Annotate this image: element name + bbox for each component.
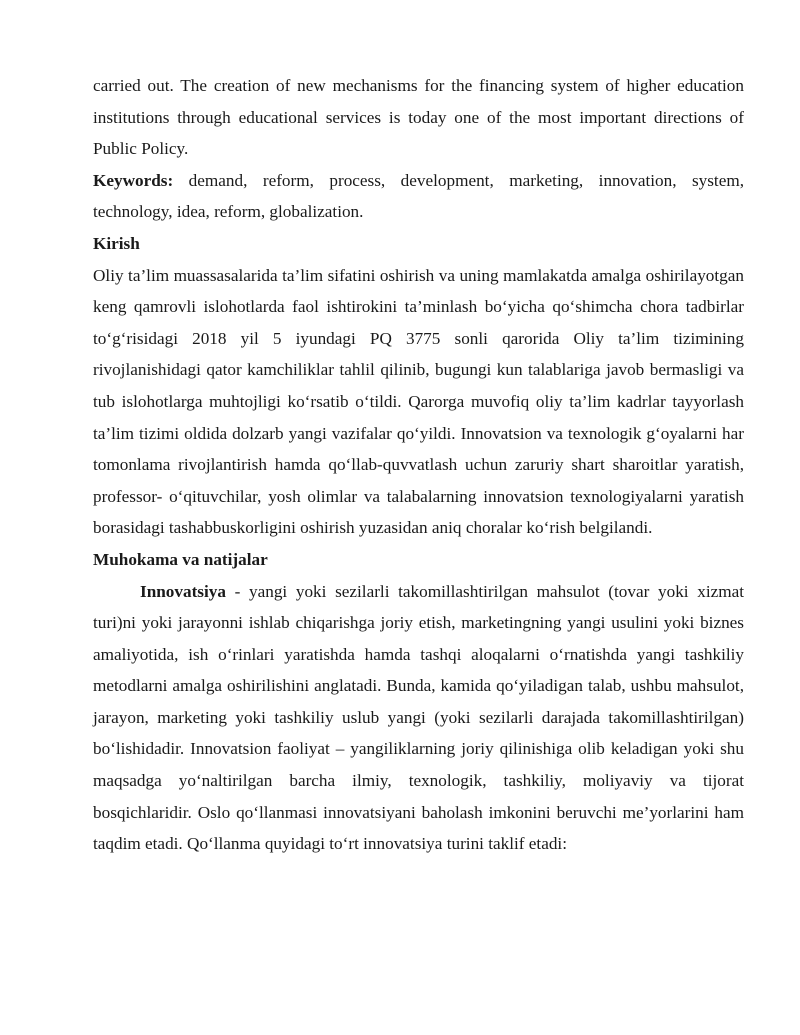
discussion-text: - yangi yoki sezilarli takomillashtirilgan mahsulot (tovar yoki xizmat turi)ni yoki jarayonni ishlab chiqarishga joriy etish, marketingning yangi usulini yoki biznes amaliyotida, ish o‘rinlari yaratishda hamda tashqi aloqalarni o‘rnatishda yangi tashkiliy metodlarni amalga oshirilishini anglatadi. Bunda, kamida qo‘yiladigan talab, ushbu mahsulot, jarayon, marketing yoki tashkiliy uslub yangi (yoki sezilarli darajada takomillashtirilgan) bo‘lishidadir. Innovatsion faoliyat – yangiliklarning joriy qilinishiga olib keladigan yoki shu maqsadga yo‘naltirilgan barcha ilmiy, texnologik, tashkiliy, moliyaviy va tijorat bosqichlaridir. Oslo qo‘llanmasi innovatsiyani baholash imkonini beruvchi me’yorlarini ham taqdim etadi. Qo‘llanma quyidagi to‘rt innovatsiya turini taklif etadi: (93, 581, 744, 854)
intro-heading: Kirish (93, 233, 140, 253)
innovation-term: Innovatsiya (140, 581, 226, 601)
keywords-label: Keywords: (93, 170, 174, 190)
intro-paragraph: Oliy ta’lim muassasalarida ta’lim sifatini oshirish va uning mamlakatda amalga oshirilayotgan keng qamrovli islohotlarda faol ishtirokini ta’minlash bo‘yicha qo‘shimcha chora tadbirlar to‘g‘risidagi 2018 yil 5 iyundagi PQ 3775 sonli qarorida Oliy ta’lim tizimining rivojlanishidagi qator kamchiliklar tahlil qilinib, bugungi kun talablariga javob bermasligi va tub islohotlarga muhtojligi ko‘rsatib o‘tildi. Qarorga muvofiq oliy ta’lim kadrlar tayyorlash ta’lim tizimi oldida dolzarb yangi vazifalar qo‘yildi. Innovatsion va texnologik g‘oyalarni har tomonlama rivojlantirish hamda qo‘llab-quvvatlash uchun zaruriy shart sharoitlar yaratish, professor- o‘qituvchilar, yosh olimlar va talabalarning innovatsion texnologiyalarni yaratish borasidagi tashabbuskorligini oshirish yuzasidan aniq choralar ko‘rish belgilandi. (93, 265, 744, 538)
keywords-text: demand, reform, process, development, marketing, innovation, system, technology, idea, reform, globalization. (93, 170, 744, 222)
keywords-paragraph (93, 165, 744, 228)
discussion-paragraph (93, 576, 744, 860)
document-page (93, 70, 744, 860)
abstract-continuation: carried out. The creation of new mechanisms for the financing system of higher education institutions through educational services is today one of the most important directions of Public Policy. (93, 76, 744, 159)
discussion-heading: Muhokama va natijalar (93, 549, 268, 569)
